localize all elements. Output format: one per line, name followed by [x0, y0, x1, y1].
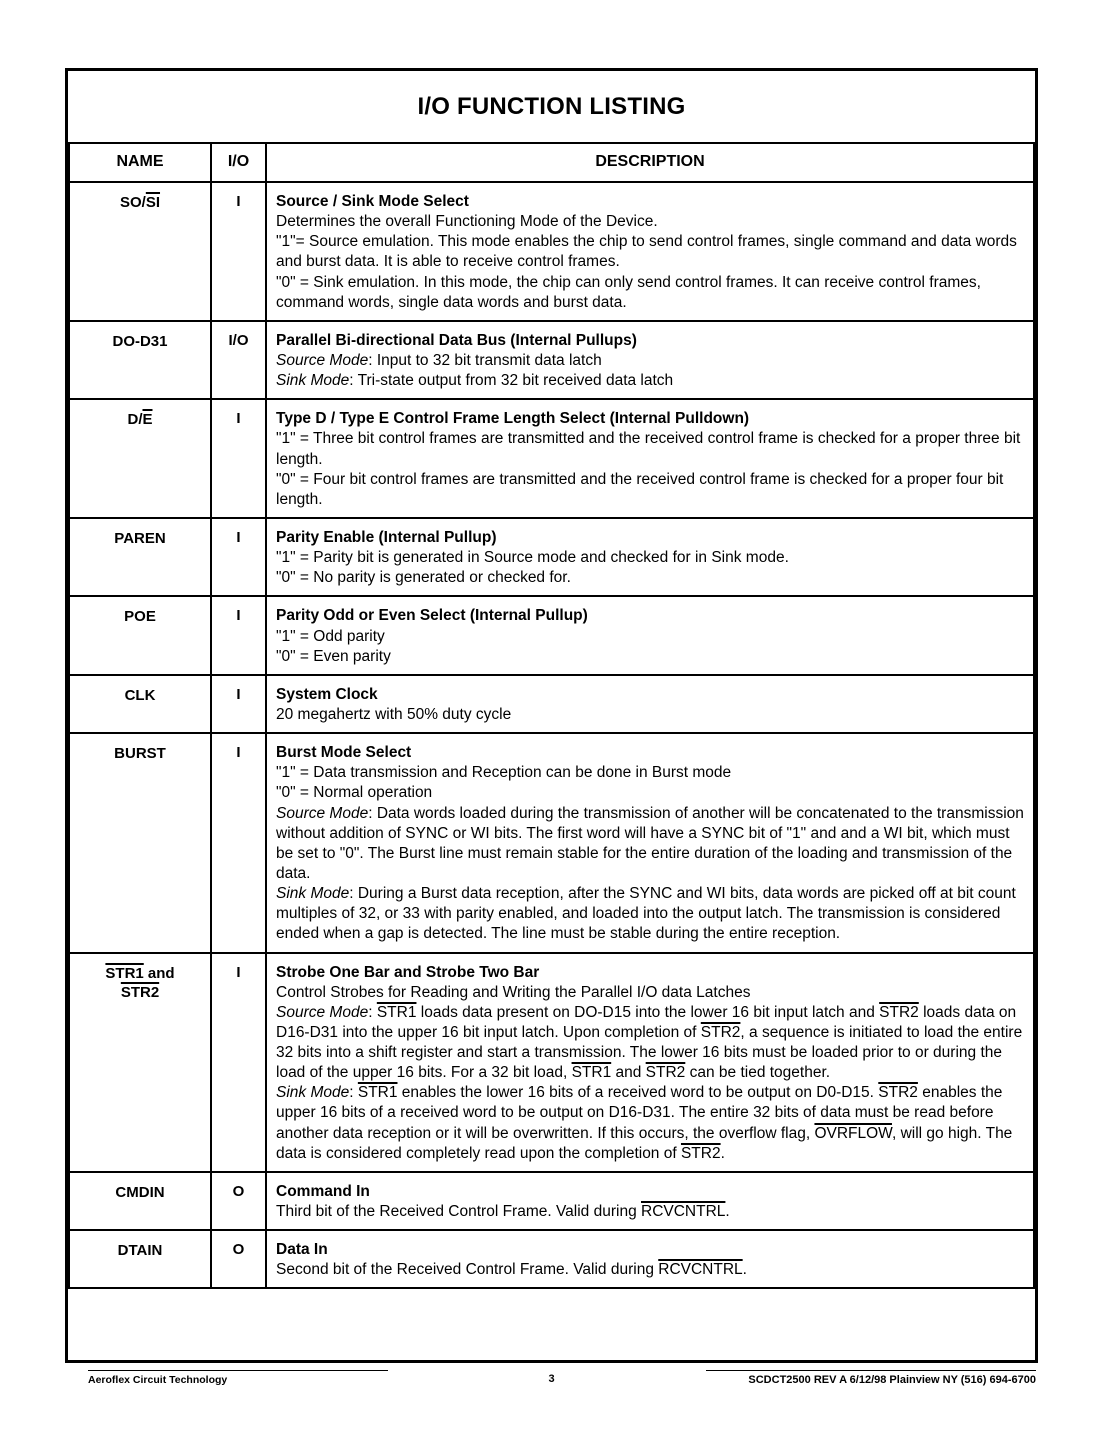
signal-description-cell: [266, 321, 1034, 399]
footer-page-number: 3: [548, 1373, 555, 1385]
signal-description-cell: [266, 953, 1034, 1172]
signal-name-cell: DTAIN: [69, 1230, 211, 1288]
description-line: Sink Mode: STR1 enables the lower 16 bits of a received word to be output on D0-D15. STR2 enables the upper 16 bits of a received word to be output on D16-D31. The entire 32 bits of data must be read before another data reception or it will be overwritten. If this occurs, the overflow flag, OVRFLOW, will go high. The data is considered completely read upon the completion of STR2.: [276, 1084, 1013, 1162]
column-header-io: I/O: [211, 143, 266, 182]
overline-text: STR2: [879, 1003, 919, 1021]
mode-label: Source Mode: [276, 351, 369, 369]
mode-label: Source Mode: [276, 804, 369, 822]
description-line: Source Mode: Data words loaded during the transmission of another will be concatenated to the transmission without addition of SYNC or WI bits. The first word will have a SYNC bit of "1" and and a WI bit, which must be set to "0". The Burst line must remain stable for the entire duration of the loading and transmission of the data.: [276, 804, 1024, 882]
description-line: Sink Mode: During a Burst data reception, after the SYNC and WI bits, data words are picked off at bit count multiples of 32, or 33 with parity enabled, and loaded into the output latch. The transmission is considered ended when a gap is detected. The line must be stable during the entire reception.: [276, 885, 1016, 943]
description-line: "0" = No parity is generated or checked for.: [276, 569, 571, 587]
table-row: [69, 182, 1034, 321]
signal-io-cell: I/O: [211, 321, 266, 399]
signal-name-cell: POE: [69, 596, 211, 674]
description-heading: Parity Enable (Internal Pullup): [276, 528, 497, 546]
description-line: "0" = Even parity: [276, 647, 391, 665]
description-heading: Strobe One Bar and Strobe Two Bar: [276, 963, 540, 981]
overline-text: STR2: [878, 1084, 918, 1102]
signal-description-cell: [266, 518, 1034, 596]
signal-name-cell: PAREN: [69, 518, 211, 596]
overline-text: STR1: [357, 1084, 398, 1102]
signal-name-cell: CMDIN: [69, 1172, 211, 1230]
mode-label: Sink Mode: [276, 372, 350, 390]
overline-text: STR1: [376, 1003, 417, 1021]
description-heading: Parallel Bi-directional Data Bus (Internal Pullups): [276, 331, 637, 349]
description-line: "1" = Data transmission and Reception can be done in Burst mode: [276, 764, 732, 782]
signal-description-cell: [266, 1172, 1034, 1230]
description-heading: Source / Sink Mode Select: [276, 193, 469, 210]
title-band: [68, 71, 1035, 142]
table-row: [69, 518, 1034, 596]
mode-label: Sink Mode: [276, 1084, 350, 1102]
signal-io-cell: I: [211, 182, 266, 321]
mode-label: Source Mode: [276, 1003, 369, 1021]
description-heading: Type D / Type E Control Frame Length Select (Internal Pulldown): [276, 410, 750, 428]
description-line: Second bit of the Received Control Frame. Valid during RCVCNTRL.: [276, 1261, 747, 1279]
description-line: Source Mode: Input to 32 bit transmit data latch: [276, 351, 602, 369]
table-header: [69, 143, 1034, 182]
description-line: Determines the overall Functioning Mode of the Device.: [276, 213, 658, 231]
table-row: [69, 953, 1034, 1172]
signal-io-cell: I: [211, 518, 266, 596]
page-title: I/O FUNCTION LISTING: [417, 92, 686, 120]
description-heading: System Clock: [276, 685, 378, 703]
description-line: "1" = Parity bit is generated in Source mode and checked for in Sink mode.: [276, 549, 789, 567]
description-heading: Data In: [276, 1241, 328, 1259]
page-border-frame: [65, 68, 1038, 1363]
overline-text: $\overline{SI}$: [145, 194, 161, 211]
signal-io-cell: I: [211, 733, 266, 952]
description-line: Source Mode: STR1 loads data present on DO-D15 into the lower 16 bit input latch and STR2 loads data on D16-D31 into the upper 16 bit input latch. Upon completion of STR2, a sequence is initiated to load the entire 32 bits into a shift register and start a transmission. The lower 16 bits must be loaded prior to or during the load of the upper 16 bits. For a 32 bit load, STR1 and STR2 can be tied together.: [276, 1003, 1023, 1082]
overline-text: STR1: [105, 964, 144, 982]
column-header-description: DESCRIPTION: [266, 143, 1034, 182]
signal-name-cell: BURST: [69, 733, 211, 952]
signal-description-cell: [266, 1230, 1034, 1288]
signal-io-cell: I: [211, 953, 266, 1172]
table-body: [69, 182, 1034, 1288]
signal-description-cell: [266, 733, 1034, 952]
overline-text: STR2: [120, 983, 160, 1001]
table-row: [69, 596, 1034, 674]
table-row: [69, 399, 1034, 518]
description-line: "0" = Four bit control frames are transmitted and the received control frame is checked for a proper four bit length.: [276, 470, 1004, 508]
signal-io-cell: O: [211, 1172, 266, 1230]
overline-text: RCVCNTRL: [641, 1203, 726, 1221]
table-row: [69, 1172, 1034, 1230]
signal-name-cell: $SO/\overline{SI}$: [69, 182, 211, 321]
page-footer: [65, 1370, 1038, 1400]
column-header-name: NAME: [69, 143, 211, 182]
description-heading: Burst Mode Select: [276, 744, 412, 762]
description-line: "0" = Sink emulation. In this mode, the chip can only send control frames. It can receive control frames, command words, single data words and burst data.: [276, 273, 981, 311]
description-line: "1" = Three bit control frames are transmitted and the received control frame is checked for a proper three bit length.: [276, 430, 1021, 468]
table-row: [69, 733, 1034, 952]
table-header-row: [69, 143, 1034, 182]
table-row: [69, 1230, 1034, 1288]
overline-text: OVRFLOW: [814, 1124, 892, 1142]
signal-io-cell: I: [211, 675, 266, 733]
description-line: Third bit of the Received Control Frame. Valid during RCVCNTRL.: [276, 1203, 730, 1221]
signal-name-cell: STR1 and STR2: [69, 953, 211, 1172]
description-line: "1"= Source emulation. This mode enables the chip to send control frames, single command and data words and burst data. It is able to receive control frames.: [276, 233, 1017, 271]
overline-text: STR1: [571, 1064, 612, 1082]
footer-document-id: SCDCT2500 REV A 6/12/98 Plainview NY (516) 694-6700: [706, 1370, 1036, 1386]
signal-io-cell: I: [211, 596, 266, 674]
footer-company: Aeroflex Circuit Technology: [88, 1370, 388, 1386]
signal-description-cell: [266, 596, 1034, 674]
description-line: "1" = Odd parity: [276, 627, 385, 645]
signal-name-cell: CLK: [69, 675, 211, 733]
description-line: 20 megahertz with 50% duty cycle: [276, 705, 512, 723]
description-heading: Parity Odd or Even Select (Internal Pullup): [276, 607, 588, 625]
overline-text: STR2: [680, 1144, 721, 1162]
signal-io-cell: I: [211, 399, 266, 518]
overline-text: $\overline{E}$: [142, 411, 153, 429]
description-heading: Command In: [276, 1182, 370, 1200]
signal-description-cell: [266, 399, 1034, 518]
signal-name-cell: $D/\overline{E}$: [69, 399, 211, 518]
table-row: [69, 321, 1034, 399]
signal-io-cell: O: [211, 1230, 266, 1288]
mode-label: Sink Mode: [276, 885, 350, 903]
signal-description-cell: [266, 182, 1034, 321]
overline-text: STR2: [645, 1064, 686, 1082]
description-line: "0" = Normal operation: [276, 784, 433, 802]
description-line: Sink Mode: Tri-state output from 32 bit received data latch: [276, 372, 674, 390]
description-line: Control Strobes for Reading and Writing the Parallel I/O data Latches: [276, 983, 751, 1001]
signal-description-cell: [266, 675, 1034, 733]
signal-name-cell: DO-D31: [69, 321, 211, 399]
overline-text: STR2: [700, 1023, 741, 1041]
io-function-table: [68, 142, 1035, 1289]
overline-text: RCVCNTRL: [658, 1261, 743, 1279]
table-row: [69, 675, 1034, 733]
